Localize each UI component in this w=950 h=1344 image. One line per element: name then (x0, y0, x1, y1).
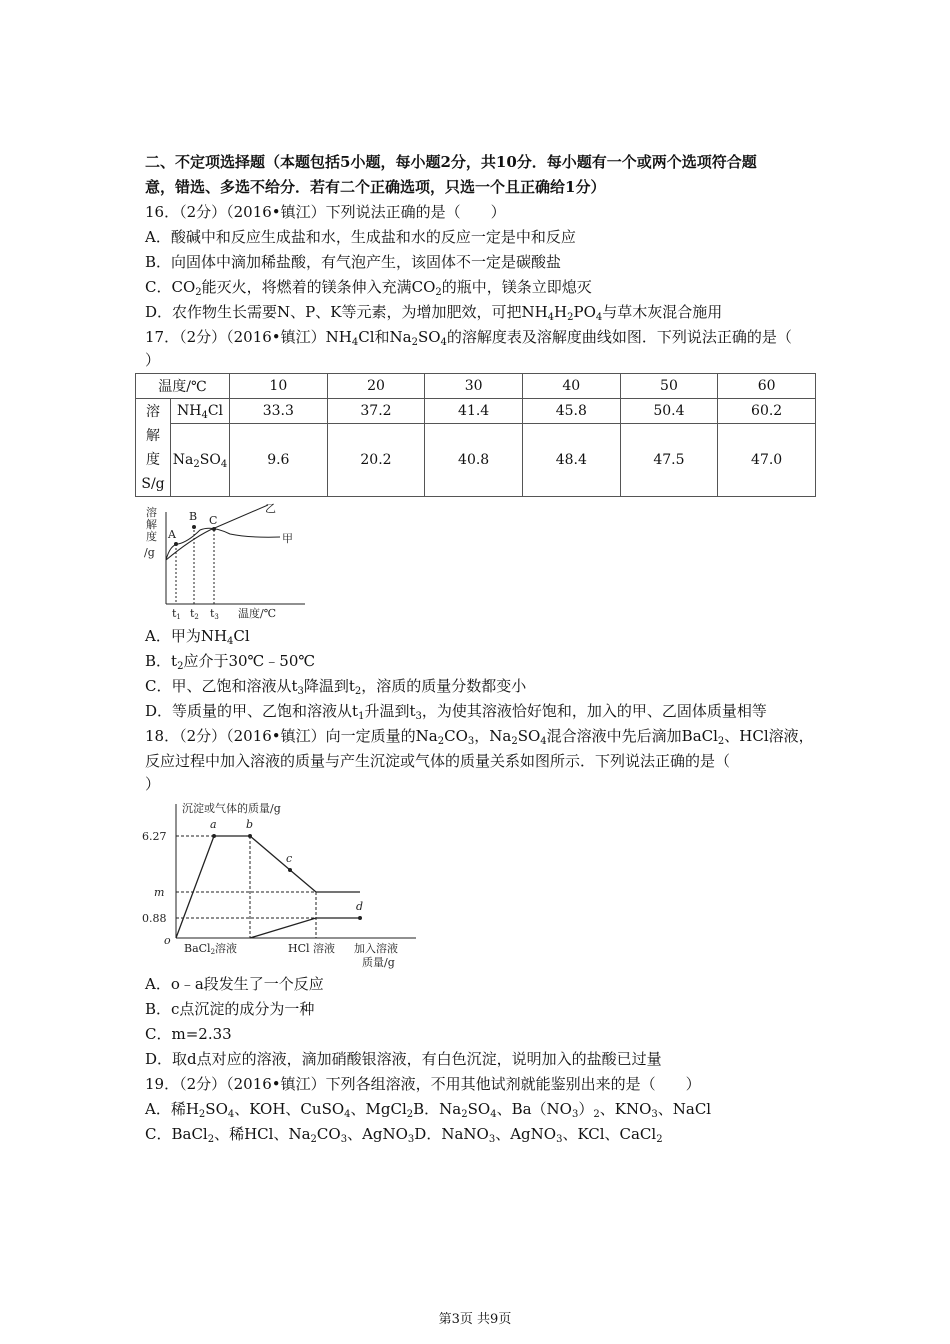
temp-cell: 60 (718, 374, 816, 399)
tick-t2: t2 (190, 607, 199, 620)
value-cell: 33.3 (230, 399, 328, 424)
q16-option-a: A．酸碱中和反应生成盐和水，生成盐和水的反应一定是中和反应 (145, 228, 576, 246)
ytick-m: m (154, 886, 165, 899)
point-b-label: B (189, 510, 198, 523)
origin-label: o (164, 934, 171, 947)
temp-header: 温度/℃ (136, 374, 230, 399)
value-cell: 50.4 (620, 399, 718, 424)
q18-stem: 18．（2分）（2016•镇江）向一定质量的$Na_2CO_3$，$Na_2SO_4$混合溶液中先后滴加BaCl$_2$、HCl溶液， (145, 727, 814, 747)
q17-option-a: A．甲为$NH_4Cl$ (145, 627, 250, 647)
q18-option-c: C．m=2.33 (145, 1025, 232, 1043)
point-c (288, 868, 292, 872)
tick-t3: t3 (210, 607, 219, 620)
precipitate-figure (140, 798, 420, 974)
temp-cell: 40 (522, 374, 620, 399)
value-cell: 41.4 (425, 399, 523, 424)
value-cell: 20.2 (327, 424, 425, 497)
gas-line (250, 918, 360, 938)
point-c-label: C (209, 514, 218, 527)
value-cell: 40.8 (425, 424, 523, 497)
point-b (248, 834, 252, 838)
q16-option-b: B．向固体中滴加稀盐酸，有气泡产生，该固体不一定是碳酸盐 (145, 253, 562, 271)
section-title-line2: 意，错选、多选不给分．若有二个正确选项，只选一个且正确给1分） (145, 178, 606, 196)
value-cell: 47.0 (718, 424, 816, 497)
ytick-627: 6.27 (142, 830, 167, 843)
precipitate-line (176, 836, 360, 938)
solubility-curve-figure (140, 500, 310, 620)
ytick-088: 0.88 (142, 912, 167, 925)
q18-stem-line2: 反应过程中加入溶液的质量与产生沉淀或气体的质量关系如图所示．下列说法正确的是（ (145, 752, 731, 770)
value-cell: 48.4 (522, 424, 620, 497)
xlabel-hcl: HCl 溶液 (288, 942, 336, 955)
xlabel-bacl2: BaCl2溶液 (184, 942, 238, 956)
value-cell: 9.6 (230, 424, 328, 497)
temp-cell: 50 (620, 374, 718, 399)
point-b-label: b (246, 818, 254, 831)
q18-option-b: B．c点沉淀的成分为一种 (145, 1000, 315, 1018)
value-cell: 60.2 (718, 399, 816, 424)
value-cell: 37.2 (327, 399, 425, 424)
q16-option-d: D．农作物生长需要N、P、K等元素，为增加肥效，可把$NH_4H_2PO_4$与草木灰混合施用 (145, 303, 723, 323)
point-d (358, 916, 362, 920)
ylabel-char: 解 (146, 518, 157, 531)
point-a (212, 834, 216, 838)
q17-option-b: B．$t_2$应介于30℃﹣50℃ (145, 652, 316, 672)
q17-stem: 17．（2分）（2016•镇江）$NH_4Cl$和$Na_2SO_4$的溶解度表及溶解度曲线如图．下列说法正确的是（ (145, 328, 792, 348)
point-a-label: a (210, 818, 217, 831)
curve-jia (166, 528, 280, 560)
point-a (174, 542, 178, 546)
point-a-label: A (168, 528, 176, 541)
q17-option-d: D．等质量的甲、乙饱和溶液从$t_1$升温到$t_3$，为使其溶液恰好饱和，加入的甲、乙固体质量相等 (145, 702, 767, 722)
ylabel-char: 度 (146, 530, 157, 543)
ylabel-char: /g (144, 546, 155, 559)
ylabel: 沉淀或气体的质量/g (182, 802, 281, 815)
solubility-side-label: 溶 解 度 S/g (136, 399, 171, 497)
q16-option-c: C．$CO_2$能灭火，将燃着的镁条伸入充满$CO_2$的瓶中，镁条立即熄灭 (145, 278, 592, 298)
xlabel-add: 加入溶液 (354, 942, 398, 955)
q19-options-ab: A．稀$H_2SO_4$、KOH、CuSO$_4$、MgCl$_2$B．$Na_2SO_4$、$Ba(NO_3)_2$、$KNO_3$、NaCl (145, 1100, 712, 1120)
q18-option-d: D．取d点对应的溶液，滴加硝酸银溶液，有白色沉淀，说明加入的盐酸已过量 (145, 1050, 662, 1068)
point-d-label: d (356, 900, 364, 913)
curve-jia-label: 甲 (282, 532, 293, 545)
q19-options-cd: C．BaCl$_2$、稀HCl、$Na_2CO_3$、AgNO$_3$D．NaNO$_3$、AgNO$_3$、KCl、CaCl$_2$ (145, 1125, 663, 1145)
temp-cell: 30 (425, 374, 523, 399)
q18-option-a: A．o﹣a段发生了一个反应 (145, 975, 324, 993)
page-footer: 第3页 共9页 (438, 1312, 512, 1327)
row-label-na2so4: $Na_2SO_4$ (171, 424, 230, 497)
q17-option-c: C．甲、乙饱和溶液从$t_3$降温到$t_2$，溶质的质量分数都变小 (145, 677, 527, 697)
value-cell: 45.8 (522, 399, 620, 424)
q16-stem: 16．（2分）（2016•镇江）下列说法正确的是（ ） (145, 203, 506, 221)
curve-yi-label: 乙 (265, 502, 276, 515)
xlabel-mass: 质量/g (362, 956, 395, 969)
tick-t1: t1 (172, 607, 181, 620)
solubility-table (135, 373, 816, 497)
value-cell: 47.5 (620, 424, 718, 497)
temp-cell: 10 (230, 374, 328, 399)
section-title-line1: 二、不定项选择题（本题包括5小题，每小题2分，共10分．每小题有一个或两个选项符合题 (145, 153, 757, 171)
point-c-label: c (286, 852, 293, 865)
point-c (212, 527, 216, 531)
q19-stem: 19．（2分）（2016•镇江）下列各组溶液，不用其他试剂就能鉴别出来的是（ ） (145, 1075, 701, 1093)
q18-stem-line3: ） (145, 775, 161, 793)
xlabel: 温度/℃ (238, 607, 277, 620)
temp-cell: 20 (327, 374, 425, 399)
q17-stem-line2: ） (145, 351, 161, 369)
point-b (192, 525, 196, 529)
row-label-nh4cl: $NH_4Cl$ (171, 399, 230, 424)
ylabel-char: 溶 (146, 506, 157, 519)
